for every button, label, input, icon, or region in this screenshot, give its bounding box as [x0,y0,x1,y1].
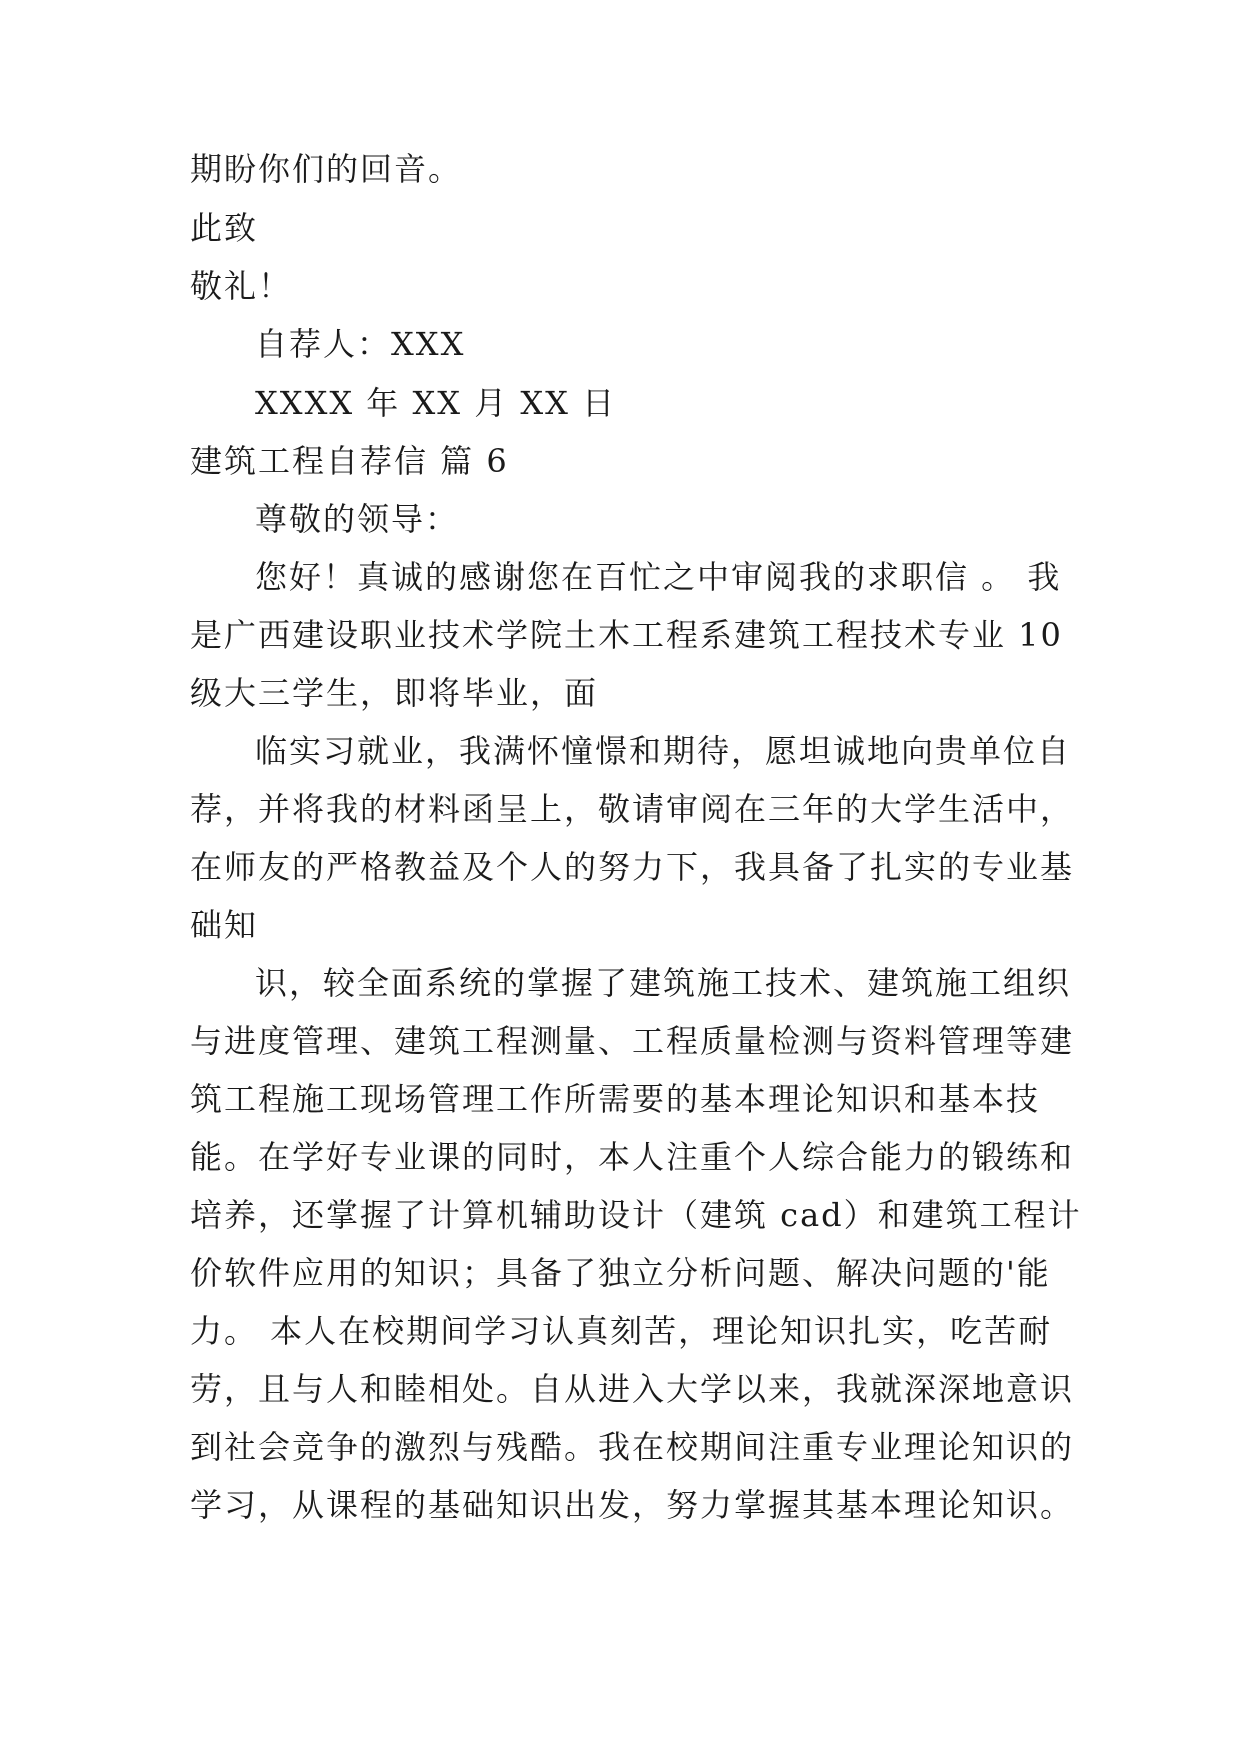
text-line: 学习，从课程的基础知识出发，努力掌握其基本理论知识。 [190,1486,1075,1524]
text-line: 此致 [190,209,259,247]
text-line: 能。在学好专业课的同时，本人注重个人综合能力的锻练和 [190,1138,1075,1176]
text-line: 级大三学生，即将毕业，面 [190,674,599,712]
text-line: 荐，并将我的材料函呈上，敬请审阅在三年的大学生活中， [190,790,1075,828]
text-line: 劳，且与人和睦相处。自从进入大学以来，我就深深地意识 [190,1370,1075,1408]
text-line: 识，较全面系统的掌握了建筑施工技术、建筑施工组织 [255,964,1072,1002]
text-line: 筑工程施工现场管理工作所需要的基本理论知识和基本技 [190,1080,1041,1118]
salutation: 尊敬的领导： [255,500,460,538]
date-line: XXXX 年 XX 月 XX 日 [255,384,617,422]
text-line: 价软件应用的知识；具备了独立分析问题、解决问题的'能 [190,1254,1051,1292]
text-line: 临实习就业，我满怀憧憬和期待，愿坦诚地向贵单位自 [255,732,1072,770]
signature-line: 自荐人：XXX [255,325,466,363]
text-line: 您好！真诚的感谢您在百忙之中审阅我的求职信 。 我 [255,558,1062,596]
text-line: 是广西建设职业技术学院土木工程系建筑工程技术专业 10 [190,616,1063,654]
text-line: 础知 [190,906,259,944]
text-line: 敬礼！ [190,267,293,305]
section-heading: 建筑工程自荐信 篇 6 [190,442,509,480]
text-line: 培养，还掌握了计算机辅助设计（建筑 cad）和建筑工程计 [190,1196,1082,1234]
text-line: 到社会竞争的激烈与残酷。我在校期间注重专业理论知识的 [190,1428,1075,1466]
text-line: 力。 本人在校期间学习认真刻苦，理论知识扎实，吃苦耐 [190,1312,1053,1350]
text-line: 与进度管理、建筑工程测量、工程质量检测与资料管理等建 [190,1022,1075,1060]
text-line: 在师友的严格教益及个人的努力下，我具备了扎实的专业基 [190,848,1075,886]
text-line: 期盼你们的回音。 [190,150,463,188]
